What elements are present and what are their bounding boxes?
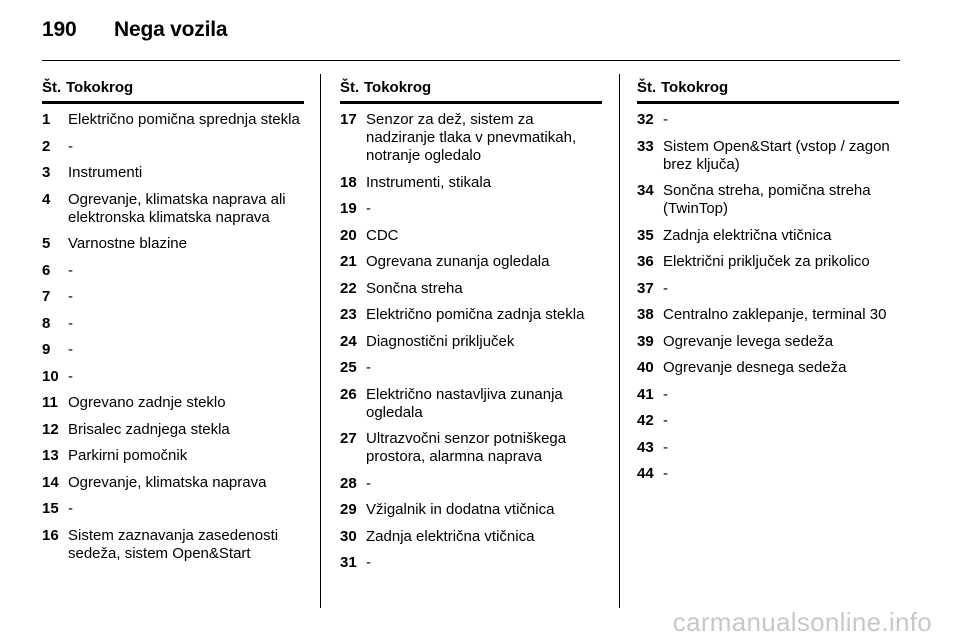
circuit-name: - xyxy=(68,288,73,305)
circuit-name: Ogrevanje, klimatska naprava ali elektronska klimatska naprava xyxy=(68,190,286,226)
circuit-name: Diagnostični priključek xyxy=(366,332,515,350)
table-row xyxy=(637,138,899,174)
circuit-name: Parkirni pomočnik xyxy=(68,447,188,464)
table-rows xyxy=(42,104,304,563)
table-row xyxy=(340,253,602,271)
table-row xyxy=(340,333,602,351)
circuit-name: Zadnja električna vtičnica xyxy=(663,226,832,244)
fuse-number: 23 xyxy=(340,306,357,323)
fuse-table-column-2 xyxy=(340,79,602,581)
circuit-name: Sistem Open&Start (vstop / zagon brez ključa) xyxy=(663,137,890,173)
table-row xyxy=(340,174,602,192)
table-row xyxy=(637,280,899,298)
fuse-number: 27 xyxy=(340,430,357,447)
fuse-number: 15 xyxy=(42,500,59,517)
table-row xyxy=(637,333,899,351)
fuse-number: 33 xyxy=(637,137,654,155)
page-title: Nega vozila xyxy=(114,18,228,41)
circuit-name: Instrumenti xyxy=(68,164,143,181)
circuit-name: Zadnja električna vtičnica xyxy=(366,527,535,545)
column-divider xyxy=(320,74,321,608)
fuse-number: 29 xyxy=(340,501,357,518)
fuse-number: 32 xyxy=(637,111,654,128)
table-row xyxy=(42,500,304,518)
circuit-name: Ogrevano zadnje steklo xyxy=(68,394,226,411)
table-row xyxy=(340,528,602,546)
fuse-number: 26 xyxy=(340,385,357,403)
circuit-name: - xyxy=(663,438,668,456)
circuit-name: Sončna streha xyxy=(366,279,463,297)
table-row xyxy=(340,386,602,422)
circuit-name: - xyxy=(68,137,73,155)
circuit-name: - xyxy=(366,359,371,376)
fuse-number: 40 xyxy=(637,359,654,376)
fuse-number: 20 xyxy=(340,226,357,244)
circuit-name: - xyxy=(68,341,73,358)
watermark: carmanualsonline.info xyxy=(672,607,932,637)
fuse-number: 28 xyxy=(340,474,357,492)
fuse-number: 19 xyxy=(340,200,357,217)
fuse-number: 42 xyxy=(637,412,654,429)
fuse-number: 13 xyxy=(42,447,59,464)
circuit-name: - xyxy=(366,554,371,571)
circuit-name: Električni priključek za prikolico xyxy=(663,253,870,270)
fuse-number: 30 xyxy=(340,527,357,545)
fuse-number: 6 xyxy=(42,261,51,279)
table-row xyxy=(637,465,899,483)
circuit-name: - xyxy=(663,412,668,429)
page-header xyxy=(42,18,227,42)
table-row xyxy=(637,182,899,218)
fuse-number: 34 xyxy=(637,182,654,199)
table-row xyxy=(42,164,304,182)
circuit-name: Instrumenti, stikala xyxy=(366,173,492,191)
circuit-name: CDC xyxy=(366,226,399,244)
fuse-number: 41 xyxy=(637,385,654,403)
table-row xyxy=(637,386,899,404)
fuse-number: 18 xyxy=(340,173,357,191)
fuse-number: 37 xyxy=(637,279,654,297)
table-rows xyxy=(637,104,899,483)
column-divider xyxy=(619,74,620,608)
circuit-name: - xyxy=(68,314,73,332)
circuit-name: - xyxy=(68,367,73,385)
fuse-number: 43 xyxy=(637,438,654,456)
header-num: Št. xyxy=(637,79,657,96)
fuse-number: 25 xyxy=(340,359,357,376)
circuit-name: - xyxy=(663,465,668,482)
fuse-number: 22 xyxy=(340,279,357,297)
table-header xyxy=(340,79,602,104)
table-row xyxy=(340,200,602,218)
table-row xyxy=(42,235,304,253)
circuit-name: Sistem zaznavanja zasedenosti sedeža, sistem Open&Start xyxy=(68,526,279,562)
fuse-number: 11 xyxy=(42,394,58,411)
fuse-number: 9 xyxy=(42,341,51,358)
table-row xyxy=(340,475,602,493)
table-row xyxy=(340,501,602,519)
table-row xyxy=(637,412,899,430)
circuit-name: Ultrazvočni senzor potniškega prostora, alarmna naprava xyxy=(366,430,567,465)
circuit-name: Senzor za dež, sistem za nadziranje tlaka v pnevmatikah, notranje ogledalo xyxy=(366,111,577,164)
circuit-name: Ogrevanje desnega sedeža xyxy=(663,359,847,376)
table-row xyxy=(42,138,304,156)
table-row xyxy=(637,359,899,377)
table-rows xyxy=(340,104,602,572)
header-circuit: Tokokrog xyxy=(66,79,134,96)
circuit-name: Brisalec zadnjega stekla xyxy=(68,420,230,438)
fuse-number: 39 xyxy=(637,332,654,350)
table-row xyxy=(340,359,602,377)
table-row xyxy=(42,315,304,333)
header-num: Št. xyxy=(340,79,360,96)
fuse-number: 12 xyxy=(42,420,59,438)
circuit-name: Sončna streha, pomična streha (TwinTop) xyxy=(663,182,871,217)
circuit-name: - xyxy=(663,385,668,403)
page-number: 190 xyxy=(42,18,77,41)
circuit-name: - xyxy=(366,200,371,217)
table-row xyxy=(637,227,899,245)
circuit-name: Električno nastavljiva zunanja ogledala xyxy=(366,385,563,421)
table-row xyxy=(340,111,602,165)
table-header xyxy=(637,79,899,104)
header-circuit: Tokokrog xyxy=(661,79,729,96)
fuse-number: 21 xyxy=(340,253,357,270)
circuit-name: - xyxy=(663,111,668,128)
table-row xyxy=(42,262,304,280)
fuse-table-column-3 xyxy=(637,79,899,492)
fuse-number: 35 xyxy=(637,226,654,244)
table-row xyxy=(42,341,304,359)
fuse-number: 31 xyxy=(340,554,357,571)
table-row xyxy=(340,430,602,466)
table-row xyxy=(637,306,899,324)
circuit-name: Ogrevanje, klimatska naprava xyxy=(68,473,267,491)
circuit-name: Varnostne blazine xyxy=(68,235,187,252)
table-row xyxy=(42,368,304,386)
circuit-name: Vžigalnik in dodatna vtičnica xyxy=(366,501,555,518)
circuit-name: Električno pomična zadnja stekla xyxy=(366,306,585,323)
table-row xyxy=(42,421,304,439)
header-rule xyxy=(42,60,900,61)
header-num: Št. xyxy=(42,79,62,96)
table-row xyxy=(637,439,899,457)
table-row xyxy=(42,394,304,412)
fuse-number: 4 xyxy=(42,190,51,208)
table-row xyxy=(340,280,602,298)
circuit-name: - xyxy=(68,500,73,517)
fuse-number: 14 xyxy=(42,473,59,491)
fuse-number: 2 xyxy=(42,137,51,155)
table-row xyxy=(637,111,899,129)
circuit-name: Ogrevana zunanja ogledala xyxy=(366,253,550,270)
circuit-name: - xyxy=(663,279,668,297)
circuit-name: Centralno zaklepanje, terminal 30 xyxy=(663,306,887,323)
fuse-number: 17 xyxy=(340,111,357,128)
table-row xyxy=(42,288,304,306)
table-row xyxy=(340,306,602,324)
table-row xyxy=(42,527,304,563)
circuit-name: Ogrevanje levega sedeža xyxy=(663,332,834,350)
table-row xyxy=(42,111,304,129)
circuit-name: - xyxy=(366,474,371,492)
fuse-number: 5 xyxy=(42,235,51,252)
table-row xyxy=(340,227,602,245)
fuse-number: 3 xyxy=(42,164,51,181)
table-row xyxy=(42,191,304,227)
fuse-number: 10 xyxy=(42,367,59,385)
fuse-number: 16 xyxy=(42,526,59,544)
table-row xyxy=(42,447,304,465)
circuit-name: - xyxy=(68,261,73,279)
table-header xyxy=(42,79,304,104)
fuse-number: 44 xyxy=(637,465,654,482)
circuit-name: Električno pomična sprednja stekla xyxy=(68,111,300,128)
fuse-number: 8 xyxy=(42,314,51,332)
table-row xyxy=(637,253,899,271)
fuse-number: 36 xyxy=(637,253,654,270)
header-circuit: Tokokrog xyxy=(364,79,432,96)
fuse-number: 38 xyxy=(637,306,654,323)
table-row xyxy=(42,474,304,492)
table-row xyxy=(340,554,602,572)
fuse-number: 1 xyxy=(42,111,51,128)
fuse-number: 7 xyxy=(42,288,51,305)
fuse-number: 24 xyxy=(340,332,357,350)
fuse-table-column-1 xyxy=(42,79,304,571)
